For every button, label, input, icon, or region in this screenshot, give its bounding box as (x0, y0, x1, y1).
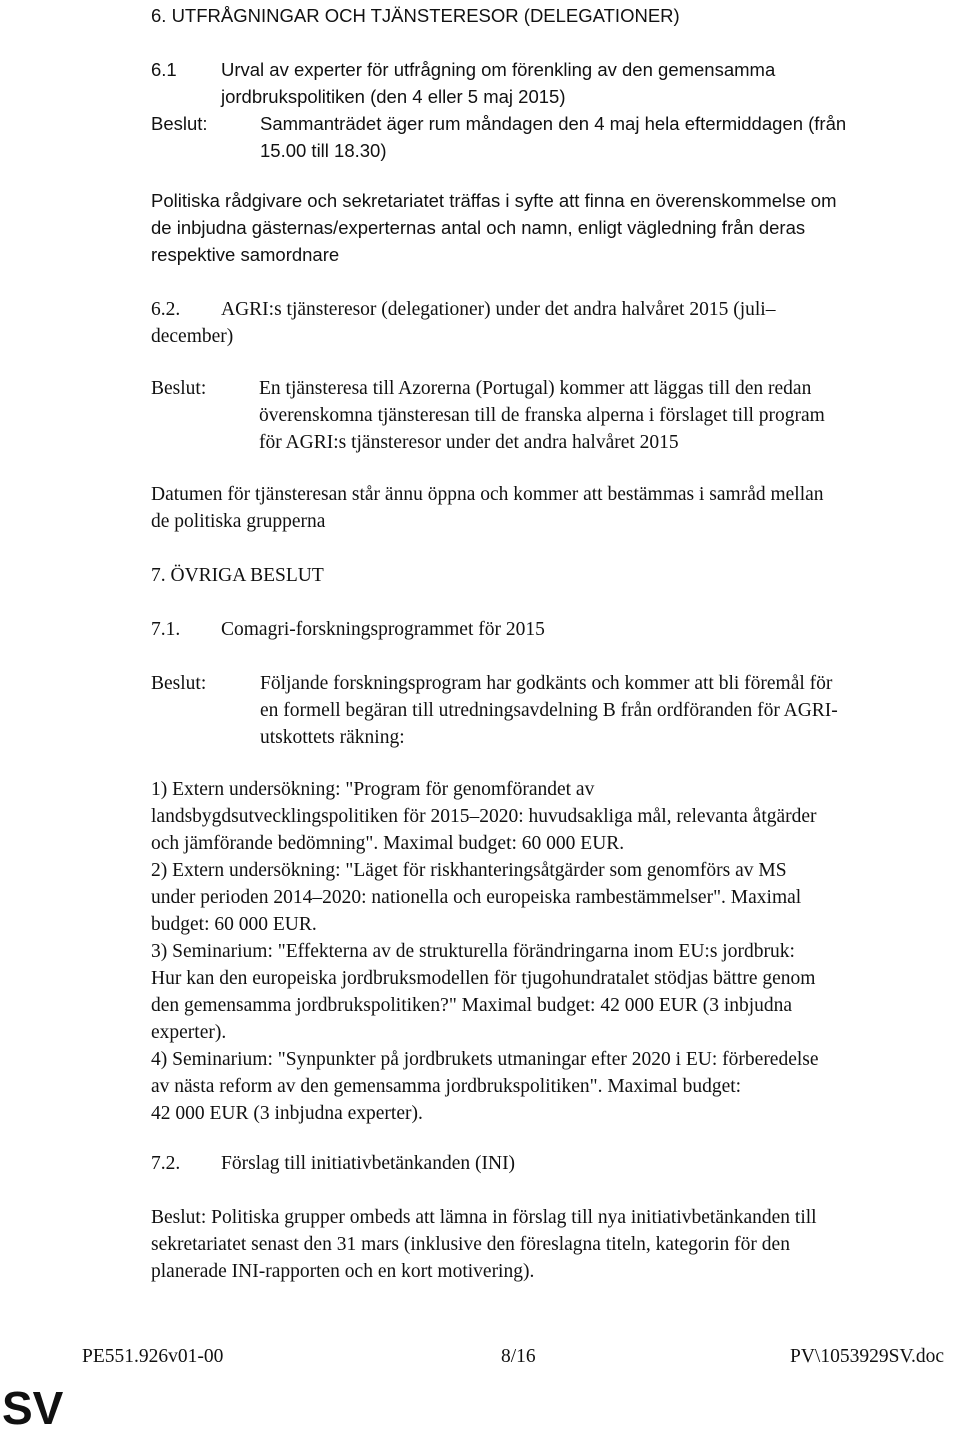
list-line: 1) Extern undersökning: "Program för genomförandet av (151, 779, 595, 800)
item-7-2-number: 7.2. (151, 1153, 181, 1174)
decision-line: utskottets räkning: (260, 727, 405, 748)
decision-line: Sammanträdet äger rum måndagen den 4 maj hela eftermiddagen (från (260, 113, 847, 134)
decision-label: Beslut: (151, 378, 207, 399)
item-6-1-number: 6.1 (151, 59, 177, 80)
item-7-2-title: Förslag till initiativbetänkanden (INI) (221, 1153, 516, 1174)
decision-line: En tjänsteresa till Azorerna (Portugal) kommer att läggas till den redan (259, 378, 812, 399)
list-line: budget: 60 000 EUR. (151, 914, 317, 935)
paragraph-line: respektive samordnare (151, 244, 340, 265)
list-line: 2) Extern undersökning: "Läget för riskhanteringsåtgärder som genomförs av MS (151, 860, 787, 881)
item-6-2-title-line: AGRI:s tjänsteresor (delegationer) under det andra halvåret 2015 (juli– (221, 299, 776, 320)
item-6-1-paragraph (151, 187, 951, 268)
research-program-list (151, 776, 951, 1127)
decision-label: Beslut: (151, 673, 207, 694)
paragraph-line: de politiska grupperna (151, 511, 326, 532)
decision-label: Beslut: (151, 113, 208, 134)
decision-line: Följande forskningsprogram har godkänts och kommer att bli föremål för (260, 673, 833, 694)
item-7-1-title: Comagri-forskningsprogrammet för 2015 (221, 619, 545, 640)
list-line: 3) Seminarium: "Effekterna av de strukturella förändringarna inom EU:s jordbruk: (151, 941, 795, 962)
list-line: den gemensamma jordbrukspolitiken?" Maximal budget: 42 000 EUR (3 inbjudna (151, 995, 793, 1016)
file-reference: PV\1053929SV.doc (790, 1346, 945, 1367)
paragraph-line: de inbjudna gästernas/experternas antal och namn, enligt vägledning från deras (151, 217, 806, 238)
item-7-2-heading (151, 1150, 951, 1177)
list-line: 4) Seminarium: "Synpunkter på jordbrukets utmaningar efter 2020 i EU: förberedelse (151, 1049, 819, 1070)
section-6-heading: 6. UTFRÅGNINGAR OCH TJÄNSTERESOR (DELEGATIONER) (151, 5, 680, 26)
item-6-1 (151, 56, 951, 164)
item-7-1-decision (151, 670, 951, 751)
decision-line: för AGRI:s tjänsteresor under det andra halvåret 2015 (259, 432, 679, 453)
decision-label: Beslut: (151, 1207, 207, 1228)
decision-line: överenskomna tjänsteresan till de franska alperna i förslaget till program (259, 405, 825, 426)
item-7-2-decision (151, 1204, 951, 1285)
item-7-1-number: 7.1. (151, 619, 181, 640)
list-line: av nästa reform av den gemensamma jordbrukspolitiken". Maximal budget: (151, 1076, 742, 1097)
decision-line: sekretariatet senast den 31 mars (inklusive den föreslagna titeln, kategorin för den (151, 1234, 790, 1255)
list-line: och jämförande bedömning". Maximal budget: 60 000 EUR. (151, 833, 625, 854)
page-footer (82, 1343, 960, 1370)
section-7-heading: 7. ÖVRIGA BESLUT (151, 565, 324, 586)
list-line: under perioden 2014–2020: nationella och europeiska rambestämmelser". Maximal (151, 887, 802, 908)
decision-line: planerade INI-rapporten och en kort motivering). (151, 1261, 535, 1282)
page-number: 8/16 (501, 1346, 536, 1367)
item-6-2-title-line: december) (151, 326, 234, 347)
doc-reference: PE551.926v01-00 (82, 1346, 224, 1367)
item-6-1-title-line: jordbrukspolitiken (den 4 eller 5 maj 2015) (221, 86, 566, 107)
item-7-1-heading (151, 616, 951, 643)
paragraph-line: Datumen för tjänsteresan står ännu öppna och kommer att bestämmas i samråd mellan (151, 484, 824, 505)
list-line: Hur kan den europeiska jordbruksmodellen för tjugohundratalet stödjas bättre genom (151, 968, 816, 989)
item-6-2-heading (151, 296, 951, 350)
paragraph-line: Politiska rådgivare och sekretariatet träffas i syfte att finna en överenskommelse om (151, 190, 837, 211)
decision-line: 15.00 till 18.30) (260, 140, 387, 161)
item-6-2-paragraph (151, 481, 951, 535)
list-line: landsbygdsutvecklingspolitiken för 2015–2020: huvudsakliga mål, relevanta åtgärder (151, 806, 817, 827)
item-6-2-number: 6.2. (151, 299, 181, 320)
language-code: SV (2, 1382, 64, 1434)
item-6-1-title-line: Urval av experter för utfrågning om förenkling av den gemensamma (221, 59, 776, 80)
list-line: experter). (151, 1022, 227, 1043)
decision-line: Politiska grupper ombeds att lämna in förslag till nya initiativbetänkanden till (211, 1207, 817, 1228)
item-6-2-decision (151, 375, 951, 456)
list-line: 42 000 EUR (3 inbjudna experter). (151, 1103, 423, 1124)
decision-line: en formell begäran till utredningsavdelning B från ordföranden för AGRI- (260, 700, 838, 721)
